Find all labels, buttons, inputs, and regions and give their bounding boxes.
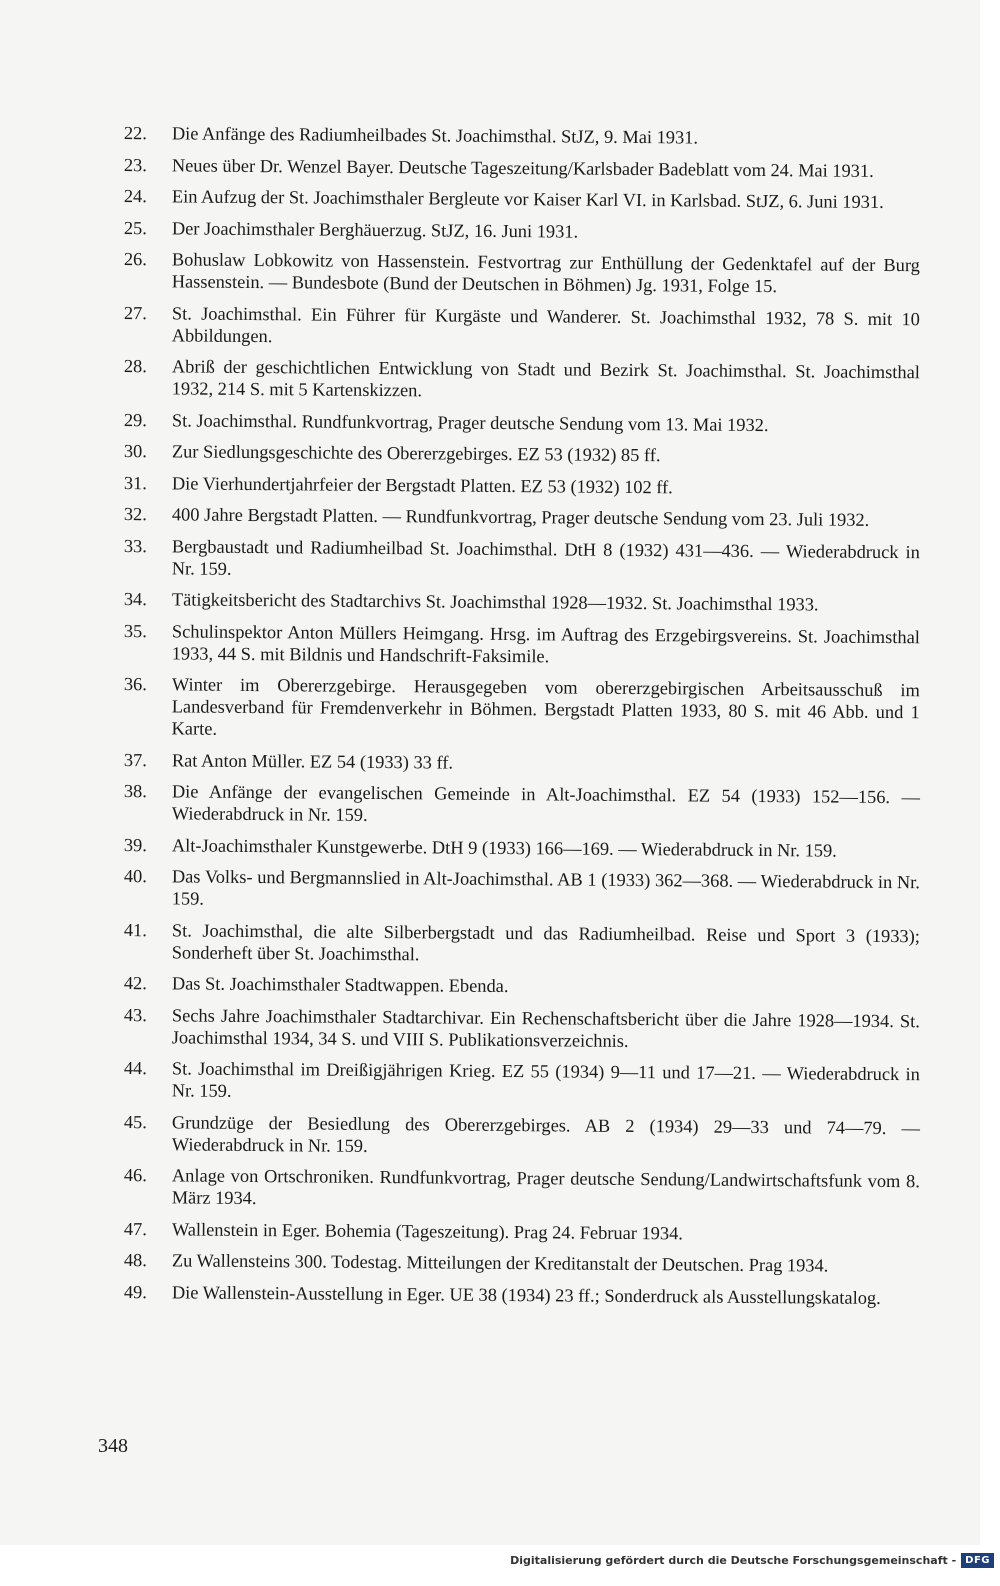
entry-text: Der Joachimsthaler Berghäuerzug. StJZ, 16. Juni 1931. xyxy=(171,217,579,242)
entry-number: 35. xyxy=(123,620,147,641)
entry-text: Rat Anton Müller. EZ 54 (1933) 33 ff. xyxy=(171,749,454,773)
page-number: 348 xyxy=(98,1435,128,1457)
entry-number: 24. xyxy=(123,185,147,207)
entry-text: St. Joachimsthal im Dreißigjährigen Krieg. EZ 55 (1934) 9—11 und 17—21. — Wiederabdruck in Nr. 159. xyxy=(171,1058,920,1101)
entry-text: St. Joachimsthal. Rundfunkvortrag, Prager deutsche Sendung vom 13. Mai 1932. xyxy=(171,409,769,435)
entry-text: Sechs Jahre Joachimsthaler Stadtarchivar. Ein Rechenschaftsbericht über die Jahre 1928—1934. St. Joachimsthal 1934, 34 S. und VIII S. Publikationsverzeichnis. xyxy=(171,1004,920,1051)
entry-number: 26. xyxy=(123,248,147,270)
entry-number: 48. xyxy=(123,1250,147,1271)
entry-text: Alt-Joachimsthaler Kunstgewerbe. DtH 9 (1933) 166—169. — Wiederabdruck in Nr. 159. xyxy=(171,834,837,861)
entry-number: 45. xyxy=(123,1111,147,1132)
entry-number: 40. xyxy=(123,865,147,887)
entry-number: 27. xyxy=(123,302,147,323)
list-item xyxy=(124,185,924,213)
entry-text: Grundzüge der Besiedlung des Obererzgebirges. AB 2 (1934) 29—33 und 74—79. — Wiederabdruck in Nr. 159. xyxy=(171,1111,920,1156)
entry-number: 49. xyxy=(123,1281,147,1302)
entry-text: 400 Jahre Bergstadt Platten. — Rundfunkvortrag, Prager deutsche Sendung vom 23. Juli 1932. xyxy=(171,504,870,530)
entry-text: Die Wallenstein-Ausstellung in Eger. UE 38 (1934) 23 ff.; Sonderdruck als Ausstellungskatalog. xyxy=(171,1281,881,1308)
list-item xyxy=(124,919,924,969)
entry-text: St. Joachimsthal. Ein Führer für Kurgäste und Wanderer. St. Joachimsthal 1932, 78 S. mit 10 Abbildungen. xyxy=(171,302,920,346)
entry-number: 22. xyxy=(123,122,147,144)
entry-number: 31. xyxy=(123,472,147,493)
list-item xyxy=(124,503,924,531)
list-item xyxy=(124,1057,924,1107)
list-item xyxy=(124,749,924,777)
footer xyxy=(510,1553,994,1568)
entry-text: Anlage von Ortschroniken. Rundfunkvortrag, Prager deutsche Sendung/Landwirtschaftsfunk vom 8. März 1934. xyxy=(171,1165,920,1209)
entry-text: Winter im Obererzgebirge. Herausgegeben vom obererzgebirgischen Arbeitsausschuß im Landesverband für Fremdenverkehr in Böhmen. Bergstadt Platten 1933, 80 S. mit 46 Abb. und 1 Karte. xyxy=(171,674,920,739)
entry-number: 36. xyxy=(123,673,147,695)
list-item xyxy=(124,1249,924,1277)
page-margin xyxy=(980,0,1000,1545)
entry-text: Wallenstein in Eger. Bohemia (Tageszeitung). Prag 24. Februar 1934. xyxy=(171,1218,683,1243)
entry-number: 44. xyxy=(123,1058,147,1079)
entry-text: Die Anfänge der evangelischen Gemeinde in Alt-Joachimsthal. EZ 54 (1933) 152—156. — Wiederabdruck in Nr. 159. xyxy=(171,781,920,825)
entry-text: Das St. Joachimsthaler Stadtwappen. Ebenda. xyxy=(171,973,509,997)
list-item xyxy=(124,248,924,298)
entry-number: 29. xyxy=(123,409,147,430)
list-item xyxy=(124,1281,924,1309)
list-item xyxy=(124,780,924,830)
list-item xyxy=(124,440,924,468)
entry-number: 39. xyxy=(123,834,147,855)
list-item xyxy=(124,302,924,352)
entry-number: 38. xyxy=(123,780,147,802)
list-item xyxy=(124,1218,924,1246)
list-item xyxy=(124,217,924,245)
entry-number: 46. xyxy=(123,1165,147,1186)
list-item xyxy=(124,1004,924,1054)
entry-text: Bohuslaw Lobkowitz von Hassenstein. Festvortrag zur Enthüllung der Gedenktafel auf der Burg Hassenstein. — Bundesbote (Bund der Deutschen in Böhmen) Jg. 1931, Folge 15. xyxy=(171,249,920,297)
list-item xyxy=(124,865,924,915)
entry-text: Neues über Dr. Wenzel Bayer. Deutsche Tageszeitung/Karlsbader Badeblatt vom 24. Mai 1931. xyxy=(171,154,874,181)
footer-text: Digitalisierung gefördert durch die Deutsche Forschungsgemeinschaft - xyxy=(510,1554,957,1567)
bibliography-list xyxy=(124,122,924,1312)
entry-text: Ein Aufzug der St. Joachimsthaler Bergleute vor Kaiser Karl VI. in Karlsbad. StJZ, 6. Juni 1931. xyxy=(171,186,884,212)
list-item xyxy=(124,409,924,437)
list-item xyxy=(124,620,924,670)
entry-number: 25. xyxy=(123,217,147,238)
entry-number: 32. xyxy=(123,503,147,525)
entry-number: 33. xyxy=(123,535,147,556)
entry-text: Die Anfänge des Radiumheilbades St. Joachimsthal. StJZ, 9. Mai 1931. xyxy=(171,123,699,148)
entry-number: 42. xyxy=(123,972,147,994)
entry-number: 41. xyxy=(123,919,147,940)
entry-text: Abriß der geschichtlichen Entwicklung von Stadt und Bezirk St. Joachimsthal. St. Joachimsthal 1932, 214 S. mit 5 Kartenskizzen. xyxy=(171,356,920,401)
list-item xyxy=(123,673,923,745)
entry-text: Tätigkeitsbericht des Stadtarchivs St. Joachimsthal 1928—1932. St. Joachimsthal 1933. xyxy=(171,589,819,615)
entry-text: St. Joachimsthal, die alte Silberbergstadt und das Radiumheilbad. Reise und Sport 3 (1933); Sonderheft über St. Joachimsthal. xyxy=(171,919,920,964)
entry-number: 23. xyxy=(123,154,147,175)
entry-number: 47. xyxy=(123,1218,147,1239)
list-item xyxy=(124,1164,924,1214)
dfg-logo: DFG xyxy=(961,1553,994,1568)
entry-text: Zu Wallensteins 300. Todestag. Mitteilungen der Kreditanstalt der Deutschen. Prag 1934. xyxy=(171,1250,829,1276)
list-item xyxy=(124,154,924,182)
list-item xyxy=(124,535,924,585)
list-item xyxy=(124,588,924,616)
entry-number: 34. xyxy=(123,589,147,610)
entry-text: Das Volks- und Bergmannslied in Alt-Joachimsthal. AB 1 (1933) 362—368. — Wiederabdruck in Nr. 159. xyxy=(171,866,920,909)
entry-text: Schulinspektor Anton Müllers Heimgang. Hrsg. im Auftrag des Erzgebirgsvereins. St. Joachimsthal 1933, 44 S. mit Bildnis und Handschrift-Faksimile. xyxy=(171,620,920,666)
entry-text: Bergbaustadt und Radiumheilbad St. Joachimsthal. DtH 8 (1932) 431—436. — Wiederabdruck in Nr. 159. xyxy=(171,535,920,579)
entry-number: 43. xyxy=(123,1004,147,1025)
list-item xyxy=(124,355,924,405)
entry-number: 30. xyxy=(123,440,147,462)
list-item xyxy=(124,834,924,862)
list-item xyxy=(124,122,924,150)
entry-text: Die Vierhundertjahrfeier der Bergstadt Platten. EZ 53 (1932) 102 ff. xyxy=(171,472,673,497)
entry-text: Zur Siedlungsgeschichte des Obererzgebirges. EZ 53 (1932) 85 ff. xyxy=(171,441,661,466)
entry-number: 37. xyxy=(123,749,147,770)
list-item xyxy=(124,472,924,500)
entry-number: 28. xyxy=(123,355,147,377)
list-item xyxy=(124,1111,924,1161)
list-item xyxy=(124,972,924,1000)
